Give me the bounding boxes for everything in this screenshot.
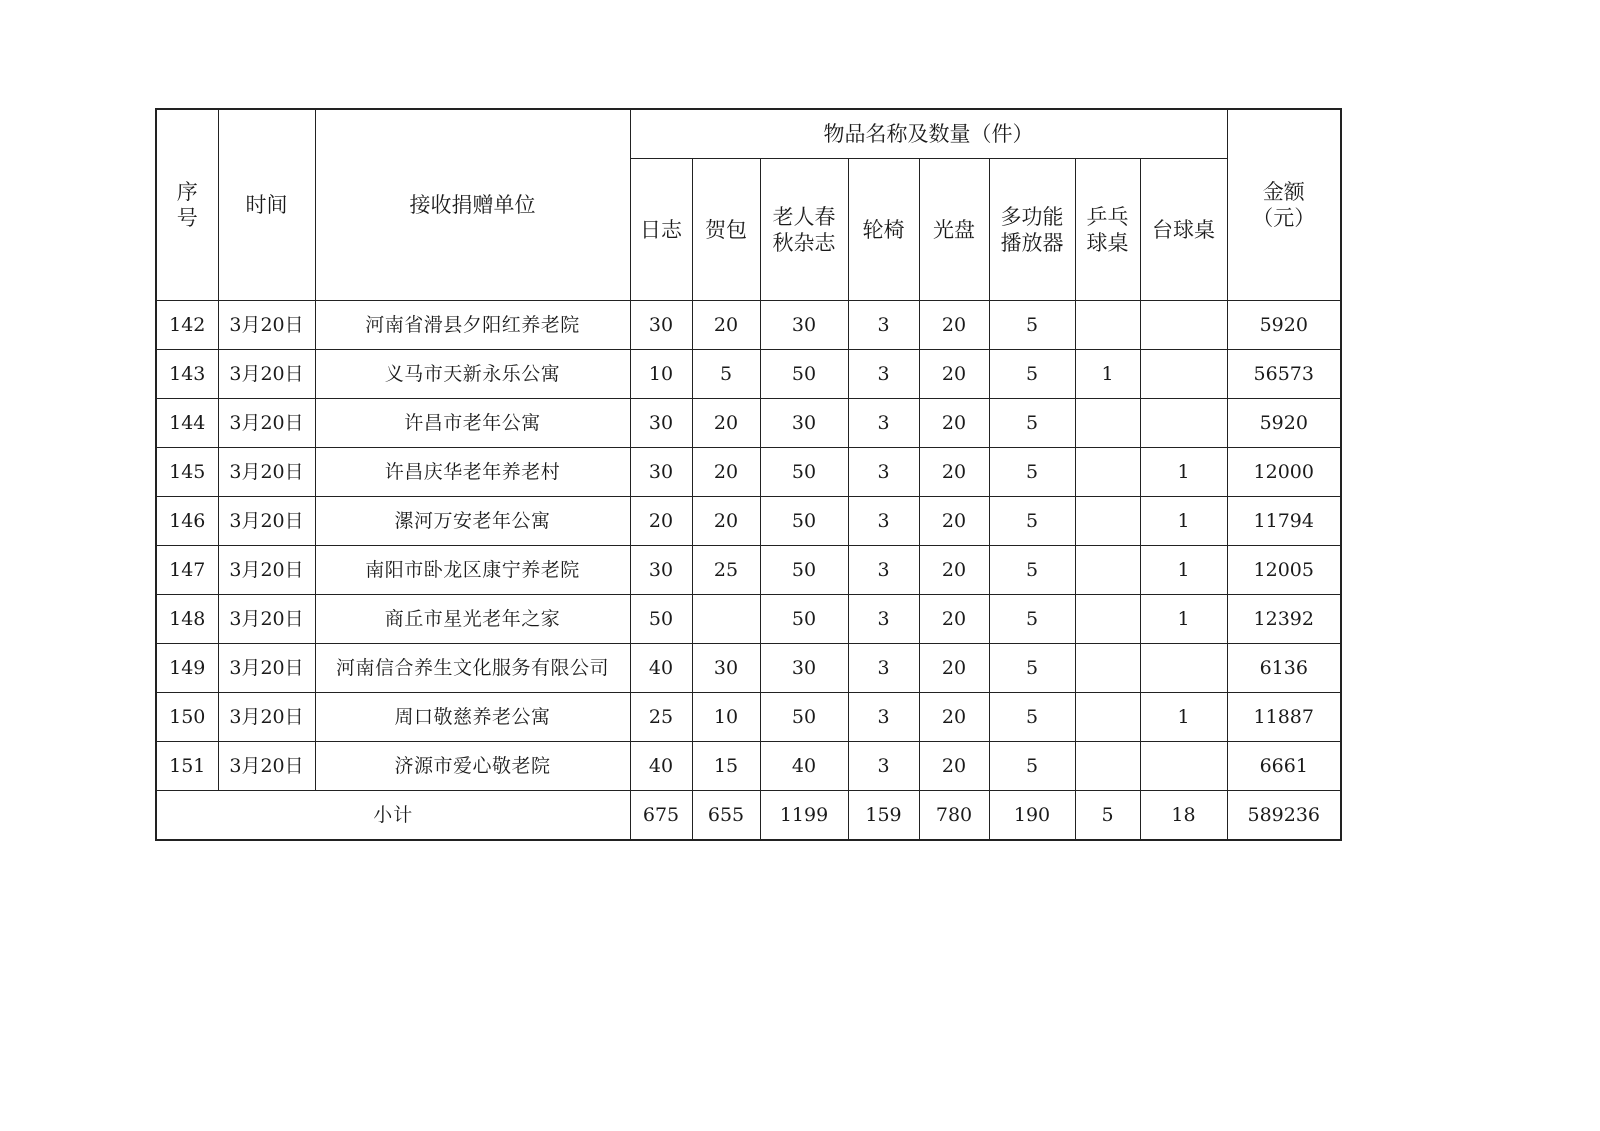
cell-amount: 12000	[1227, 448, 1341, 497]
header-item-7: 乒乓 球桌	[1075, 159, 1140, 301]
cell-qty	[1075, 742, 1140, 791]
header-item-3: 老人春 秋杂志	[760, 159, 848, 301]
cell-qty: 3	[848, 693, 919, 742]
table-row	[156, 399, 1341, 448]
cell-qty: 20	[919, 399, 989, 448]
cell-date: 3月20日	[218, 399, 315, 448]
table-row	[156, 350, 1341, 399]
cell-seq: 148	[156, 595, 218, 644]
total-qty: 780	[919, 791, 989, 841]
cell-seq: 151	[156, 742, 218, 791]
cell-seq: 142	[156, 301, 218, 350]
total-qty: 18	[1140, 791, 1227, 841]
cell-date: 3月20日	[218, 448, 315, 497]
cell-qty	[1075, 595, 1140, 644]
cell-amount: 11794	[1227, 497, 1341, 546]
cell-unit: 义马市天新永乐公寓	[315, 350, 630, 399]
cell-qty: 1	[1075, 350, 1140, 399]
table-row	[156, 546, 1341, 595]
cell-amount: 56573	[1227, 350, 1341, 399]
cell-qty: 30	[760, 644, 848, 693]
cell-qty: 30	[630, 546, 692, 595]
cell-seq: 150	[156, 693, 218, 742]
cell-qty: 5	[989, 448, 1075, 497]
cell-unit: 河南省滑县夕阳红养老院	[315, 301, 630, 350]
cell-qty	[1140, 644, 1227, 693]
cell-date: 3月20日	[218, 693, 315, 742]
cell-date: 3月20日	[218, 595, 315, 644]
header-amount: 金额 （元）	[1227, 109, 1341, 301]
cell-qty: 5	[989, 350, 1075, 399]
cell-amount: 5920	[1227, 301, 1341, 350]
total-qty: 5	[1075, 791, 1140, 841]
cell-amount: 12005	[1227, 546, 1341, 595]
cell-qty	[1075, 693, 1140, 742]
header-item-2: 贺包	[692, 159, 760, 301]
cell-qty	[1075, 497, 1140, 546]
cell-qty: 50	[760, 595, 848, 644]
header-item-1: 日志	[630, 159, 692, 301]
header-item-8: 台球桌	[1140, 159, 1227, 301]
cell-qty: 5	[989, 693, 1075, 742]
cell-qty: 50	[760, 448, 848, 497]
cell-qty: 10	[692, 693, 760, 742]
cell-qty: 25	[692, 546, 760, 595]
cell-qty: 5	[989, 497, 1075, 546]
cell-qty	[1075, 301, 1140, 350]
cell-qty: 3	[848, 742, 919, 791]
table-row	[156, 448, 1341, 497]
cell-seq: 145	[156, 448, 218, 497]
cell-qty: 3	[848, 546, 919, 595]
cell-qty: 50	[760, 350, 848, 399]
cell-unit: 济源市爱心敬老院	[315, 742, 630, 791]
cell-qty: 40	[760, 742, 848, 791]
cell-qty: 20	[919, 742, 989, 791]
total-qty: 675	[630, 791, 692, 841]
cell-qty: 25	[630, 693, 692, 742]
cell-seq: 147	[156, 546, 218, 595]
cell-qty: 3	[848, 497, 919, 546]
cell-qty: 20	[692, 399, 760, 448]
table-row	[156, 644, 1341, 693]
cell-unit: 许昌市老年公寓	[315, 399, 630, 448]
cell-qty: 1	[1140, 595, 1227, 644]
cell-qty: 40	[630, 644, 692, 693]
cell-qty: 50	[760, 546, 848, 595]
cell-seq: 146	[156, 497, 218, 546]
table-row	[156, 742, 1341, 791]
total-qty: 1199	[760, 791, 848, 841]
table-row	[156, 497, 1341, 546]
cell-qty	[1140, 301, 1227, 350]
total-qty: 655	[692, 791, 760, 841]
cell-amount: 6661	[1227, 742, 1341, 791]
cell-qty	[1075, 644, 1140, 693]
cell-qty	[1140, 350, 1227, 399]
header-item-4: 轮椅	[848, 159, 919, 301]
donation-table	[155, 108, 1342, 841]
cell-qty	[1140, 742, 1227, 791]
cell-amount: 6136	[1227, 644, 1341, 693]
table-row	[156, 693, 1341, 742]
cell-qty: 3	[848, 301, 919, 350]
cell-qty: 3	[848, 350, 919, 399]
cell-qty: 20	[919, 301, 989, 350]
cell-qty: 5	[989, 742, 1075, 791]
cell-qty: 20	[919, 448, 989, 497]
cell-qty: 1	[1140, 546, 1227, 595]
cell-unit: 漯河万安老年公寓	[315, 497, 630, 546]
cell-date: 3月20日	[218, 742, 315, 791]
header-unit: 接收捐赠单位	[315, 109, 630, 301]
header-item-5: 光盘	[919, 159, 989, 301]
cell-qty: 5	[692, 350, 760, 399]
cell-qty: 20	[692, 301, 760, 350]
cell-qty: 5	[989, 301, 1075, 350]
cell-qty: 30	[630, 448, 692, 497]
cell-qty: 10	[630, 350, 692, 399]
total-row	[156, 791, 1341, 841]
cell-qty	[1075, 546, 1140, 595]
cell-qty: 3	[848, 448, 919, 497]
cell-date: 3月20日	[218, 644, 315, 693]
cell-qty: 20	[919, 497, 989, 546]
cell-qty: 30	[630, 301, 692, 350]
cell-qty: 3	[848, 399, 919, 448]
cell-qty: 5	[989, 595, 1075, 644]
cell-date: 3月20日	[218, 546, 315, 595]
cell-qty: 50	[760, 693, 848, 742]
cell-seq: 143	[156, 350, 218, 399]
header-items-group: 物品名称及数量（件）	[630, 109, 1227, 159]
cell-qty: 5	[989, 644, 1075, 693]
cell-qty: 15	[692, 742, 760, 791]
cell-qty: 30	[760, 399, 848, 448]
cell-unit: 许昌庆华老年养老村	[315, 448, 630, 497]
total-qty: 190	[989, 791, 1075, 841]
cell-unit: 周口敬慈养老公寓	[315, 693, 630, 742]
cell-seq: 149	[156, 644, 218, 693]
cell-qty: 20	[919, 546, 989, 595]
table-row	[156, 301, 1341, 350]
cell-qty: 20	[692, 448, 760, 497]
total-qty: 159	[848, 791, 919, 841]
cell-qty: 1	[1140, 693, 1227, 742]
cell-qty	[1075, 399, 1140, 448]
total-label: 小计	[156, 791, 630, 841]
cell-date: 3月20日	[218, 301, 315, 350]
cell-amount: 12392	[1227, 595, 1341, 644]
cell-qty: 20	[919, 350, 989, 399]
header-seq: 序 号	[156, 109, 218, 301]
cell-date: 3月20日	[218, 497, 315, 546]
cell-qty: 30	[630, 399, 692, 448]
cell-qty: 20	[919, 595, 989, 644]
cell-qty: 1	[1140, 497, 1227, 546]
cell-qty: 50	[630, 595, 692, 644]
cell-qty: 40	[630, 742, 692, 791]
cell-unit: 商丘市星光老年之家	[315, 595, 630, 644]
cell-qty: 3	[848, 595, 919, 644]
cell-amount: 5920	[1227, 399, 1341, 448]
cell-date: 3月20日	[218, 350, 315, 399]
cell-seq: 144	[156, 399, 218, 448]
cell-qty: 1	[1140, 448, 1227, 497]
cell-qty: 20	[919, 693, 989, 742]
cell-qty: 50	[760, 497, 848, 546]
cell-qty	[1075, 448, 1140, 497]
cell-amount: 11887	[1227, 693, 1341, 742]
header-item-6: 多功能 播放器	[989, 159, 1075, 301]
cell-qty	[1140, 399, 1227, 448]
cell-qty: 30	[760, 301, 848, 350]
table-row	[156, 595, 1341, 644]
cell-qty: 5	[989, 546, 1075, 595]
cell-unit: 河南信合养生文化服务有限公司	[315, 644, 630, 693]
header-date: 时间	[218, 109, 315, 301]
cell-qty	[692, 595, 760, 644]
cell-qty: 20	[630, 497, 692, 546]
cell-qty: 20	[692, 497, 760, 546]
total-amount: 589236	[1227, 791, 1341, 841]
cell-qty: 3	[848, 644, 919, 693]
cell-qty: 20	[919, 644, 989, 693]
cell-qty: 5	[989, 399, 1075, 448]
cell-unit: 南阳市卧龙区康宁养老院	[315, 546, 630, 595]
cell-qty: 30	[692, 644, 760, 693]
